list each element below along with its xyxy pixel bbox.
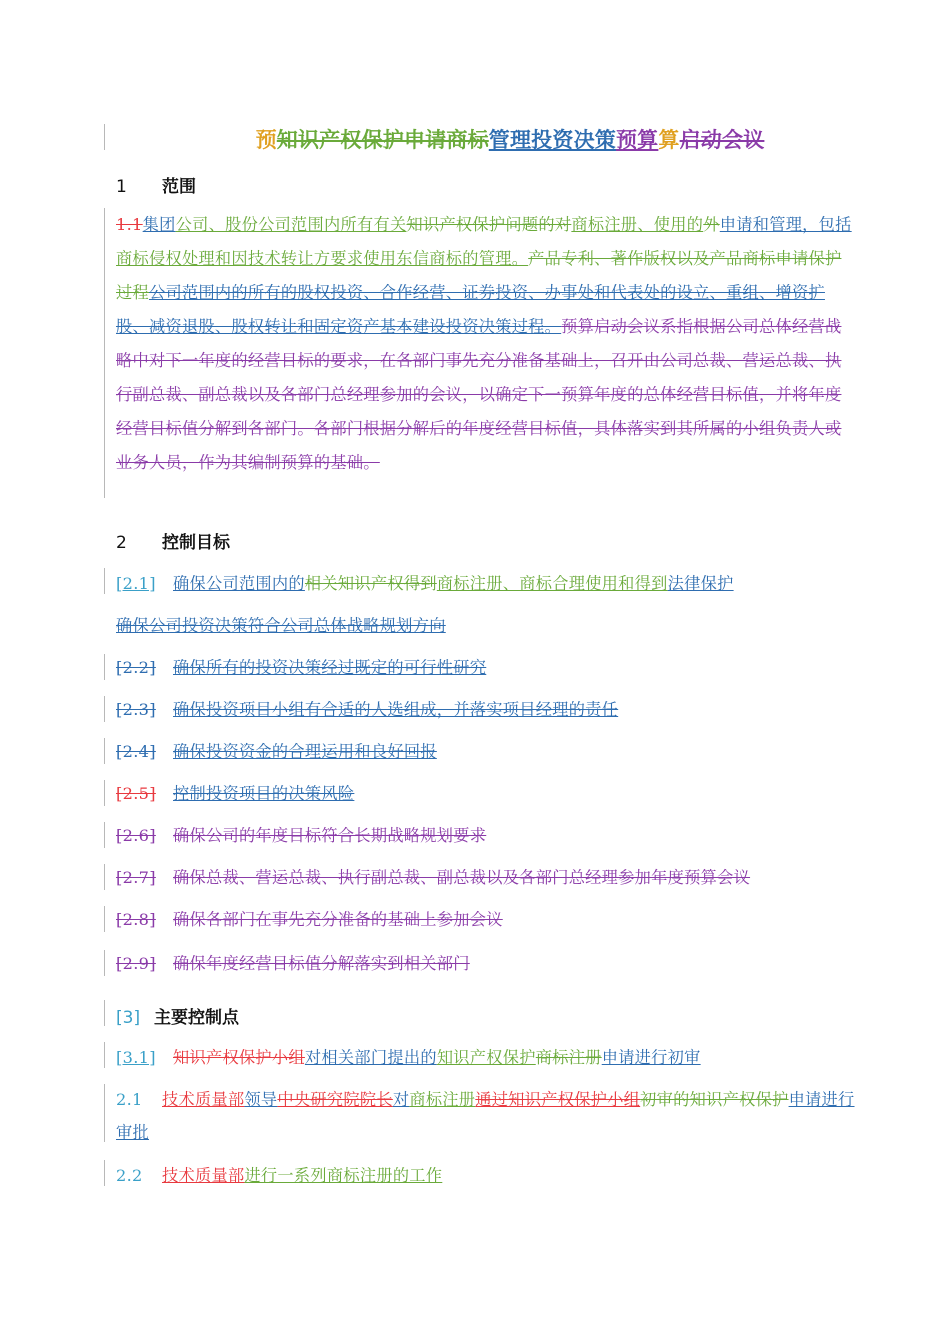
scope-text: 商标注册、使用的 — [571, 215, 704, 234]
control-text: 对相关部门提出的 — [304, 1048, 437, 1067]
objective-item — [116, 738, 437, 762]
page-title — [0, 124, 950, 154]
title-part: 启动会议 — [679, 128, 765, 152]
title-part: 管理投资决策 — [488, 128, 616, 152]
objective-item — [116, 612, 446, 636]
title-part: 预 — [255, 128, 277, 152]
scope-text: 申请和管理，包括 — [719, 215, 852, 234]
control-text: 知识产权保护 — [436, 1048, 536, 1067]
change-bar — [104, 780, 105, 806]
objective-text: 确保投资资金的合理运用和良好回报 — [173, 742, 437, 761]
scope-text: 公司、股份公司范围内所有有关 — [175, 215, 407, 234]
section-heading — [116, 172, 196, 197]
title-part: 预算 — [615, 128, 659, 152]
control-text: 技术质量部 — [162, 1090, 245, 1109]
objective-item — [116, 654, 486, 678]
change-bar — [104, 1084, 105, 1142]
control-text: 进行一系列商标注册的工作 — [244, 1166, 443, 1185]
scope-text: 集团 — [142, 215, 176, 234]
objective-label: [2.4] — [116, 742, 156, 761]
title-part: 算 — [658, 128, 680, 152]
change-bar — [104, 864, 105, 890]
section-heading — [116, 528, 230, 553]
objective-item — [116, 822, 486, 846]
objective-label: [2.5] — [116, 784, 156, 803]
objective-label: [2.3] — [116, 700, 156, 719]
section-number: 2 — [116, 533, 127, 553]
objective-text: 确保公司投资决策符合公司总体战略规划方向 — [116, 616, 446, 635]
objective-label: [2.2] — [116, 658, 156, 677]
objective-item — [116, 696, 618, 720]
objective-label: [2.6] — [116, 826, 156, 845]
objective-text: 确保总裁、营运总裁、执行副总裁、副总裁以及各部门总经理参加年度预算会议 — [173, 868, 751, 887]
objective-text: 控制投资项目的决策风险 — [173, 784, 355, 803]
change-bar — [104, 696, 105, 722]
control-label: 2.2 — [116, 1166, 143, 1185]
objective-text: 确保年度经营目标值分解落实到相关部门 — [173, 954, 470, 973]
change-bar — [104, 950, 105, 976]
objective-label: [2.8] — [116, 910, 156, 929]
control-text: 初审的知识产权保护 — [640, 1090, 789, 1109]
scope-text: 公司范围内的所有的股权投资、合作经营、证券投资、办事处和代表处的设立、重组、增资扩股、减资退股、股权转让和固定资产基本建设投资决策过程。 — [116, 283, 825, 336]
section-heading — [116, 1003, 239, 1028]
objective-label: [2.7] — [116, 868, 156, 887]
section-number: [3] — [116, 1008, 141, 1028]
objective-item — [116, 780, 354, 804]
objective-label: [2.1] — [116, 574, 156, 593]
change-bar — [104, 1042, 105, 1068]
objective-text: 确保所有的投资决策经过既定的可行性研究 — [173, 658, 487, 677]
title-part: 知识产权保护申请商标 — [276, 128, 489, 152]
section-label: 范围 — [162, 177, 196, 197]
section-number: 1 — [116, 177, 127, 197]
change-bar — [104, 568, 105, 594]
objective-text: 确保公司的年度目标符合长期战略规划要求 — [173, 826, 487, 845]
control-text: 中央研究院院长 — [277, 1090, 393, 1109]
control-text: 申请进行审批 — [116, 1090, 855, 1142]
change-bar — [104, 654, 105, 680]
control-text: 商标注册 — [535, 1048, 602, 1067]
scope-text: 商标侵权处理和因技术转让方要求使用东信商标的管理。 — [116, 249, 529, 268]
objective-item — [116, 570, 734, 594]
change-bar — [104, 906, 105, 932]
control-text: 对 — [392, 1090, 410, 1109]
change-bar — [104, 208, 105, 498]
objective-text: 法律保护 — [667, 574, 734, 593]
change-bar — [104, 738, 105, 764]
objective-text: 相关知识产权得到 — [304, 574, 437, 593]
scope-text: 1.1 — [116, 215, 143, 234]
control-text: 领导 — [244, 1090, 278, 1109]
change-bar — [104, 1160, 105, 1186]
objective-item — [116, 906, 503, 930]
control-label: [3.1] — [116, 1048, 156, 1067]
scope-text: 产品专利、著作版权以及产品商标申请保护过程 — [116, 249, 842, 302]
control-item — [116, 1162, 442, 1186]
change-bar — [104, 1000, 105, 1026]
control-text: 通过知识产权保护小组 — [475, 1090, 641, 1109]
control-text: 知识产权保护小组 — [173, 1048, 305, 1067]
control-text: 商标注册 — [409, 1090, 476, 1109]
section-label: 控制目标 — [162, 533, 230, 553]
scope-paragraph — [116, 208, 856, 480]
scope-text: 知识产权保护问题的对 — [406, 215, 572, 234]
objective-label: [2.9] — [116, 954, 156, 973]
control-item — [116, 1083, 856, 1149]
control-text: 技术质量部 — [162, 1166, 245, 1185]
section-label: 主要控制点 — [154, 1008, 239, 1028]
objective-text: 确保各部门在事先充分准备的基础上参加会议 — [173, 910, 503, 929]
objective-item — [116, 864, 750, 888]
scope-text: 预算启动会议系指根据公司总体经营战略中对下一年度的经营目标的要求，在各部门事先充分准备基础上，召开由公司总裁、营运总裁、执行副总裁、副总裁以及各部门总经理参加的会议，以确定下一预算年度的总体经营目标值，并将年度经营目标值分解到各部门。各部门根据分解后的年度经营目标值，具体落实到其所属的小组负责人或业务人员，作为其编制预算的基础。 — [116, 317, 842, 472]
scope-text: 外 — [703, 215, 720, 234]
objective-text: 商标注册、商标合理使用和得到 — [436, 574, 668, 593]
change-bar — [104, 822, 105, 848]
control-item — [116, 1044, 701, 1068]
objective-item — [116, 950, 470, 974]
control-text: 申请进行初审 — [601, 1048, 701, 1067]
objective-text: 确保投资项目小组有合适的人选组成，并落实项目经理的责任 — [173, 700, 619, 719]
objective-text: 确保公司范围内的 — [173, 574, 305, 593]
control-label: 2.1 — [116, 1090, 143, 1109]
